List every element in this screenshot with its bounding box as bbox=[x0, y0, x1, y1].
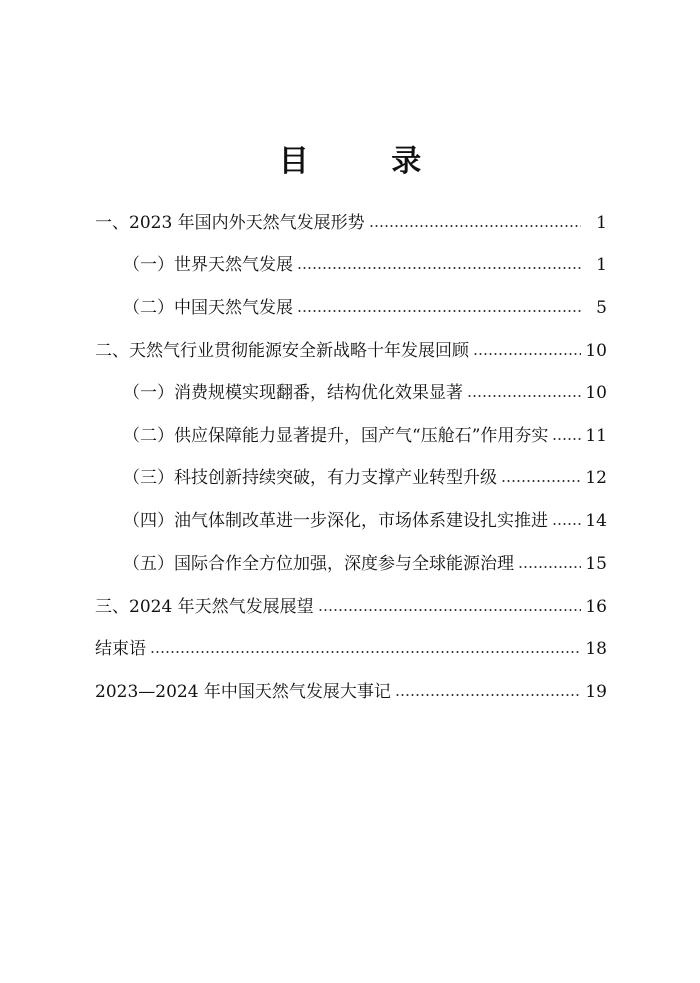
toc-entry[interactable] bbox=[123, 544, 607, 584]
dot-leader bbox=[150, 651, 581, 653]
toc-entry-label: （一）消费规模实现翻番，结构优化效果显著 bbox=[123, 383, 463, 403]
toc-entry-page: 15 bbox=[585, 554, 607, 574]
toc-entry[interactable] bbox=[95, 203, 607, 243]
dot-leader bbox=[501, 480, 581, 482]
dot-leader bbox=[473, 353, 581, 355]
toc-entry[interactable] bbox=[95, 331, 607, 371]
dot-leader bbox=[369, 225, 581, 227]
toc-entry-label: 三、2024 年天然气发展展望 bbox=[95, 597, 314, 617]
toc-entry[interactable] bbox=[95, 629, 607, 669]
dot-leader bbox=[467, 395, 581, 397]
toc-entry[interactable] bbox=[95, 587, 607, 627]
toc-entry-page: 10 bbox=[585, 383, 607, 403]
dot-leader bbox=[518, 566, 581, 568]
toc-entry-label: 结束语 bbox=[95, 639, 146, 659]
toc-entry-label: （二）供应保障能力显著提升，国产气“压舱石”作用夯实 bbox=[123, 426, 549, 446]
toc-entry-page: 19 bbox=[585, 682, 607, 702]
toc-entry[interactable] bbox=[123, 458, 607, 498]
toc-entry-page: 14 bbox=[585, 511, 607, 531]
toc-entry-label: （二）中国天然气发展 bbox=[123, 298, 293, 318]
toc-entry-page: 16 bbox=[585, 597, 607, 617]
page-title: 目 录 bbox=[278, 144, 458, 179]
toc-entry-label: （一）世界天然气发展 bbox=[123, 255, 293, 275]
toc-entry-page: 5 bbox=[596, 298, 607, 318]
toc-entry-label: 2023—2024 年中国天然气发展大事记 bbox=[95, 682, 391, 702]
toc-entry-page: 1 bbox=[596, 255, 607, 275]
toc-entry-page: 12 bbox=[585, 468, 607, 488]
dot-leader bbox=[297, 310, 581, 312]
toc-entry-label: （三）科技创新持续突破，有力支撑产业转型升级 bbox=[123, 468, 497, 488]
toc-entry-label: （四）油气体制改革进一步深化，市场体系建设扎实推进 bbox=[123, 511, 548, 531]
toc-entry-label: 二、天然气行业贯彻能源安全新战略十年发展回顾 bbox=[95, 341, 469, 361]
toc-entry[interactable] bbox=[123, 416, 607, 456]
toc-entry-page: 18 bbox=[585, 639, 607, 659]
toc-entry-label: （五）国际合作全方位加强，深度参与全球能源治理 bbox=[123, 554, 514, 574]
dot-leader bbox=[297, 267, 581, 269]
toc-entry-page: 11 bbox=[585, 426, 607, 446]
dot-leader bbox=[318, 609, 581, 611]
dot-leader bbox=[395, 694, 581, 696]
toc-entry-page: 10 bbox=[585, 341, 607, 361]
toc-entry-page: 1 bbox=[596, 213, 607, 233]
toc-entry[interactable] bbox=[123, 501, 607, 541]
dot-leader bbox=[552, 523, 581, 525]
toc-entry[interactable] bbox=[123, 373, 607, 413]
toc-entry[interactable] bbox=[95, 672, 607, 712]
toc-entry-label: 一、2023 年国内外天然气发展形势 bbox=[95, 213, 365, 233]
toc-entry[interactable] bbox=[123, 288, 607, 328]
toc-entry[interactable] bbox=[123, 245, 607, 285]
dot-leader bbox=[552, 438, 581, 440]
